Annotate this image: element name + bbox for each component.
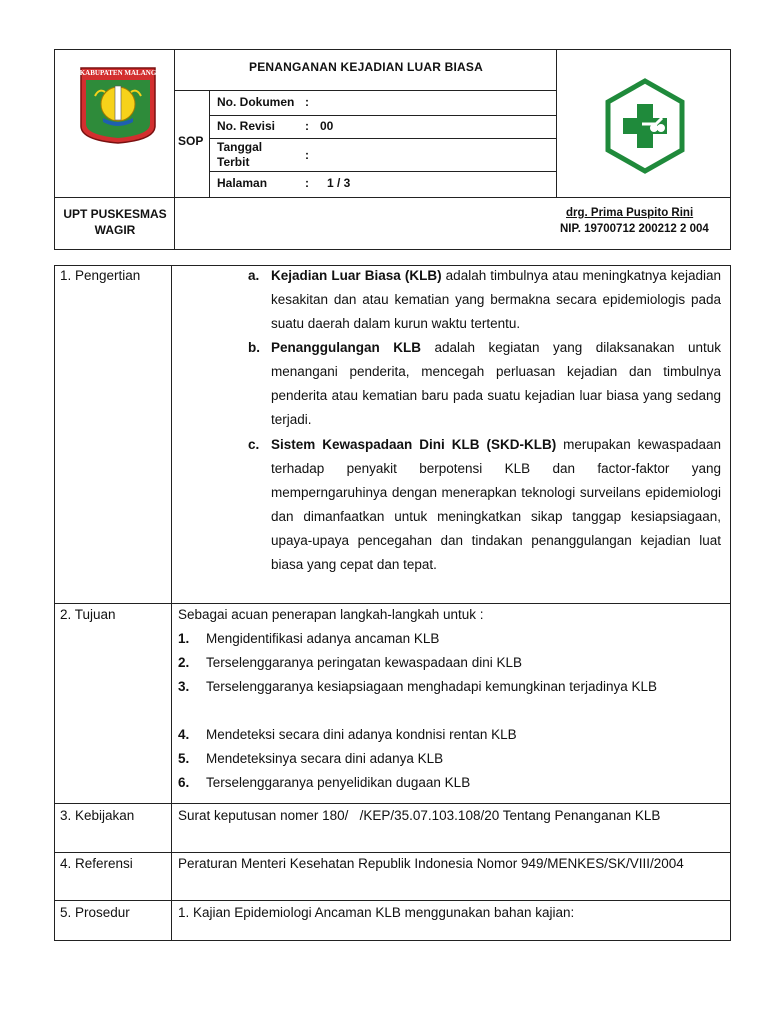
definition-skd-klb: Sistem Kewaspadaan Dini KLB (SKD-KLB) merupakan kewaspadaan terhadap penyakit berpotensi KLB dan factor-faktor yang memperngaruhinya dengan menerapkan teknologi surveilans epidemiologi dan dimanfaatkan untuk meningkatkan sikap tanggap kesiapsiagaan, upaya-upaya pencegahan dan tindakan penanggulangan kejadian luat biasa yang cepat dan tepat.	[271, 437, 721, 572]
signatory-name: drg. Prima Puspito Rini	[566, 207, 694, 219]
definition-penanggulangan: Penanggulangan KLB adalah kegiatan yang dilaksanakan untuk menangani penderita, mencegah perluasan kejadian dan timbulnya penderita atau kematian baru pada suatu kejadian luar biasa yang sedang terjadi.	[271, 340, 722, 427]
section-label-tujuan: 2. Tujuan	[60, 607, 116, 622]
field-label-no-revisi: No. Revisi	[217, 119, 276, 133]
tujuan-number: 1.	[178, 631, 190, 646]
tujuan-item: Terselenggaranya penyelidikan dugaan KLB	[206, 775, 471, 790]
prosedur-text: 1. Kajian Epidemiologi Ancaman KLB menggunakan bahan kajian:	[178, 905, 575, 920]
tujuan-intro: Sebagai acuan penerapan langkah-langkah untuk :	[178, 607, 484, 622]
section-label-kebijakan: 3. Kebijakan	[60, 808, 135, 823]
document-title: PENANGANAN KEJADIAN LUAR BIASA	[248, 60, 483, 74]
section-label-referensi: 4. Referensi	[60, 856, 133, 871]
definition-klb: Kejadian Luar Biasa (KLB) adalah timbulnya atau meningkatnya kejadian kesakitan dan atau kematian yang bermakna secara epidemiologis pada suatu daerah dalam kurun waktu tertentu.	[271, 268, 721, 331]
tujuan-number: 6.	[178, 775, 190, 790]
field-sep: :	[305, 95, 309, 109]
tujuan-number: 4.	[178, 727, 190, 742]
sop-label: SOP	[178, 134, 204, 148]
field-label-halaman: Halaman	[217, 176, 268, 190]
tujuan-number: 5.	[178, 751, 190, 766]
kebijakan-text: Surat keputusan nomer 180/ /KEP/35.07.103.108/20 Tentang Penanganan KLB	[178, 808, 661, 823]
tujuan-item: Terselenggaranya peringatan kewaspadaan dini KLB	[206, 655, 522, 670]
tujuan-number: 2.	[178, 655, 190, 670]
field-sep: :	[305, 119, 309, 133]
referensi-text: Peraturan Menteri Kesehatan Republik Indonesia Nomor 949/MENKES/SK/VIII/2004	[178, 856, 684, 871]
tujuan-item: Mengidentifikasi adanya ancaman KLB	[206, 631, 440, 646]
field-value-no-revisi: 00	[320, 119, 334, 133]
organization-name: UPT PUSKESMAS WAGIR	[63, 207, 167, 237]
field-label-tanggal-terbit: Tanggal Terbit	[217, 140, 263, 169]
item-marker: b.	[248, 340, 260, 355]
logo-caption: KABUPATEN MALANG	[79, 69, 157, 77]
section-label-prosedur: 5. Prosedur	[60, 905, 130, 920]
kabupaten-malang-logo	[79, 66, 157, 144]
section-label-pengertian: 1. Pengertian	[60, 268, 141, 283]
item-marker: a.	[248, 268, 260, 283]
signatory-nip: NIP. 19700712 200212 2 004	[560, 223, 709, 235]
puskesmas-logo	[604, 78, 686, 174]
field-label-no-dokumen: No. Dokumen	[217, 95, 295, 109]
tujuan-item: Mendeteksinya secara dini adanya KLB	[206, 751, 444, 766]
field-value-halaman: 1 / 3	[327, 176, 351, 190]
field-sep: :	[305, 148, 309, 162]
tujuan-item: Terselenggaranya kesiapsiagaan menghadapi kemungkinan terjadinya KLB	[206, 679, 658, 694]
item-marker: c.	[248, 437, 260, 452]
tujuan-number: 3.	[178, 679, 190, 694]
tujuan-item: Mendeteksi secara dini adanya kondnisi rentan KLB	[206, 727, 517, 742]
field-sep: :	[305, 176, 309, 190]
